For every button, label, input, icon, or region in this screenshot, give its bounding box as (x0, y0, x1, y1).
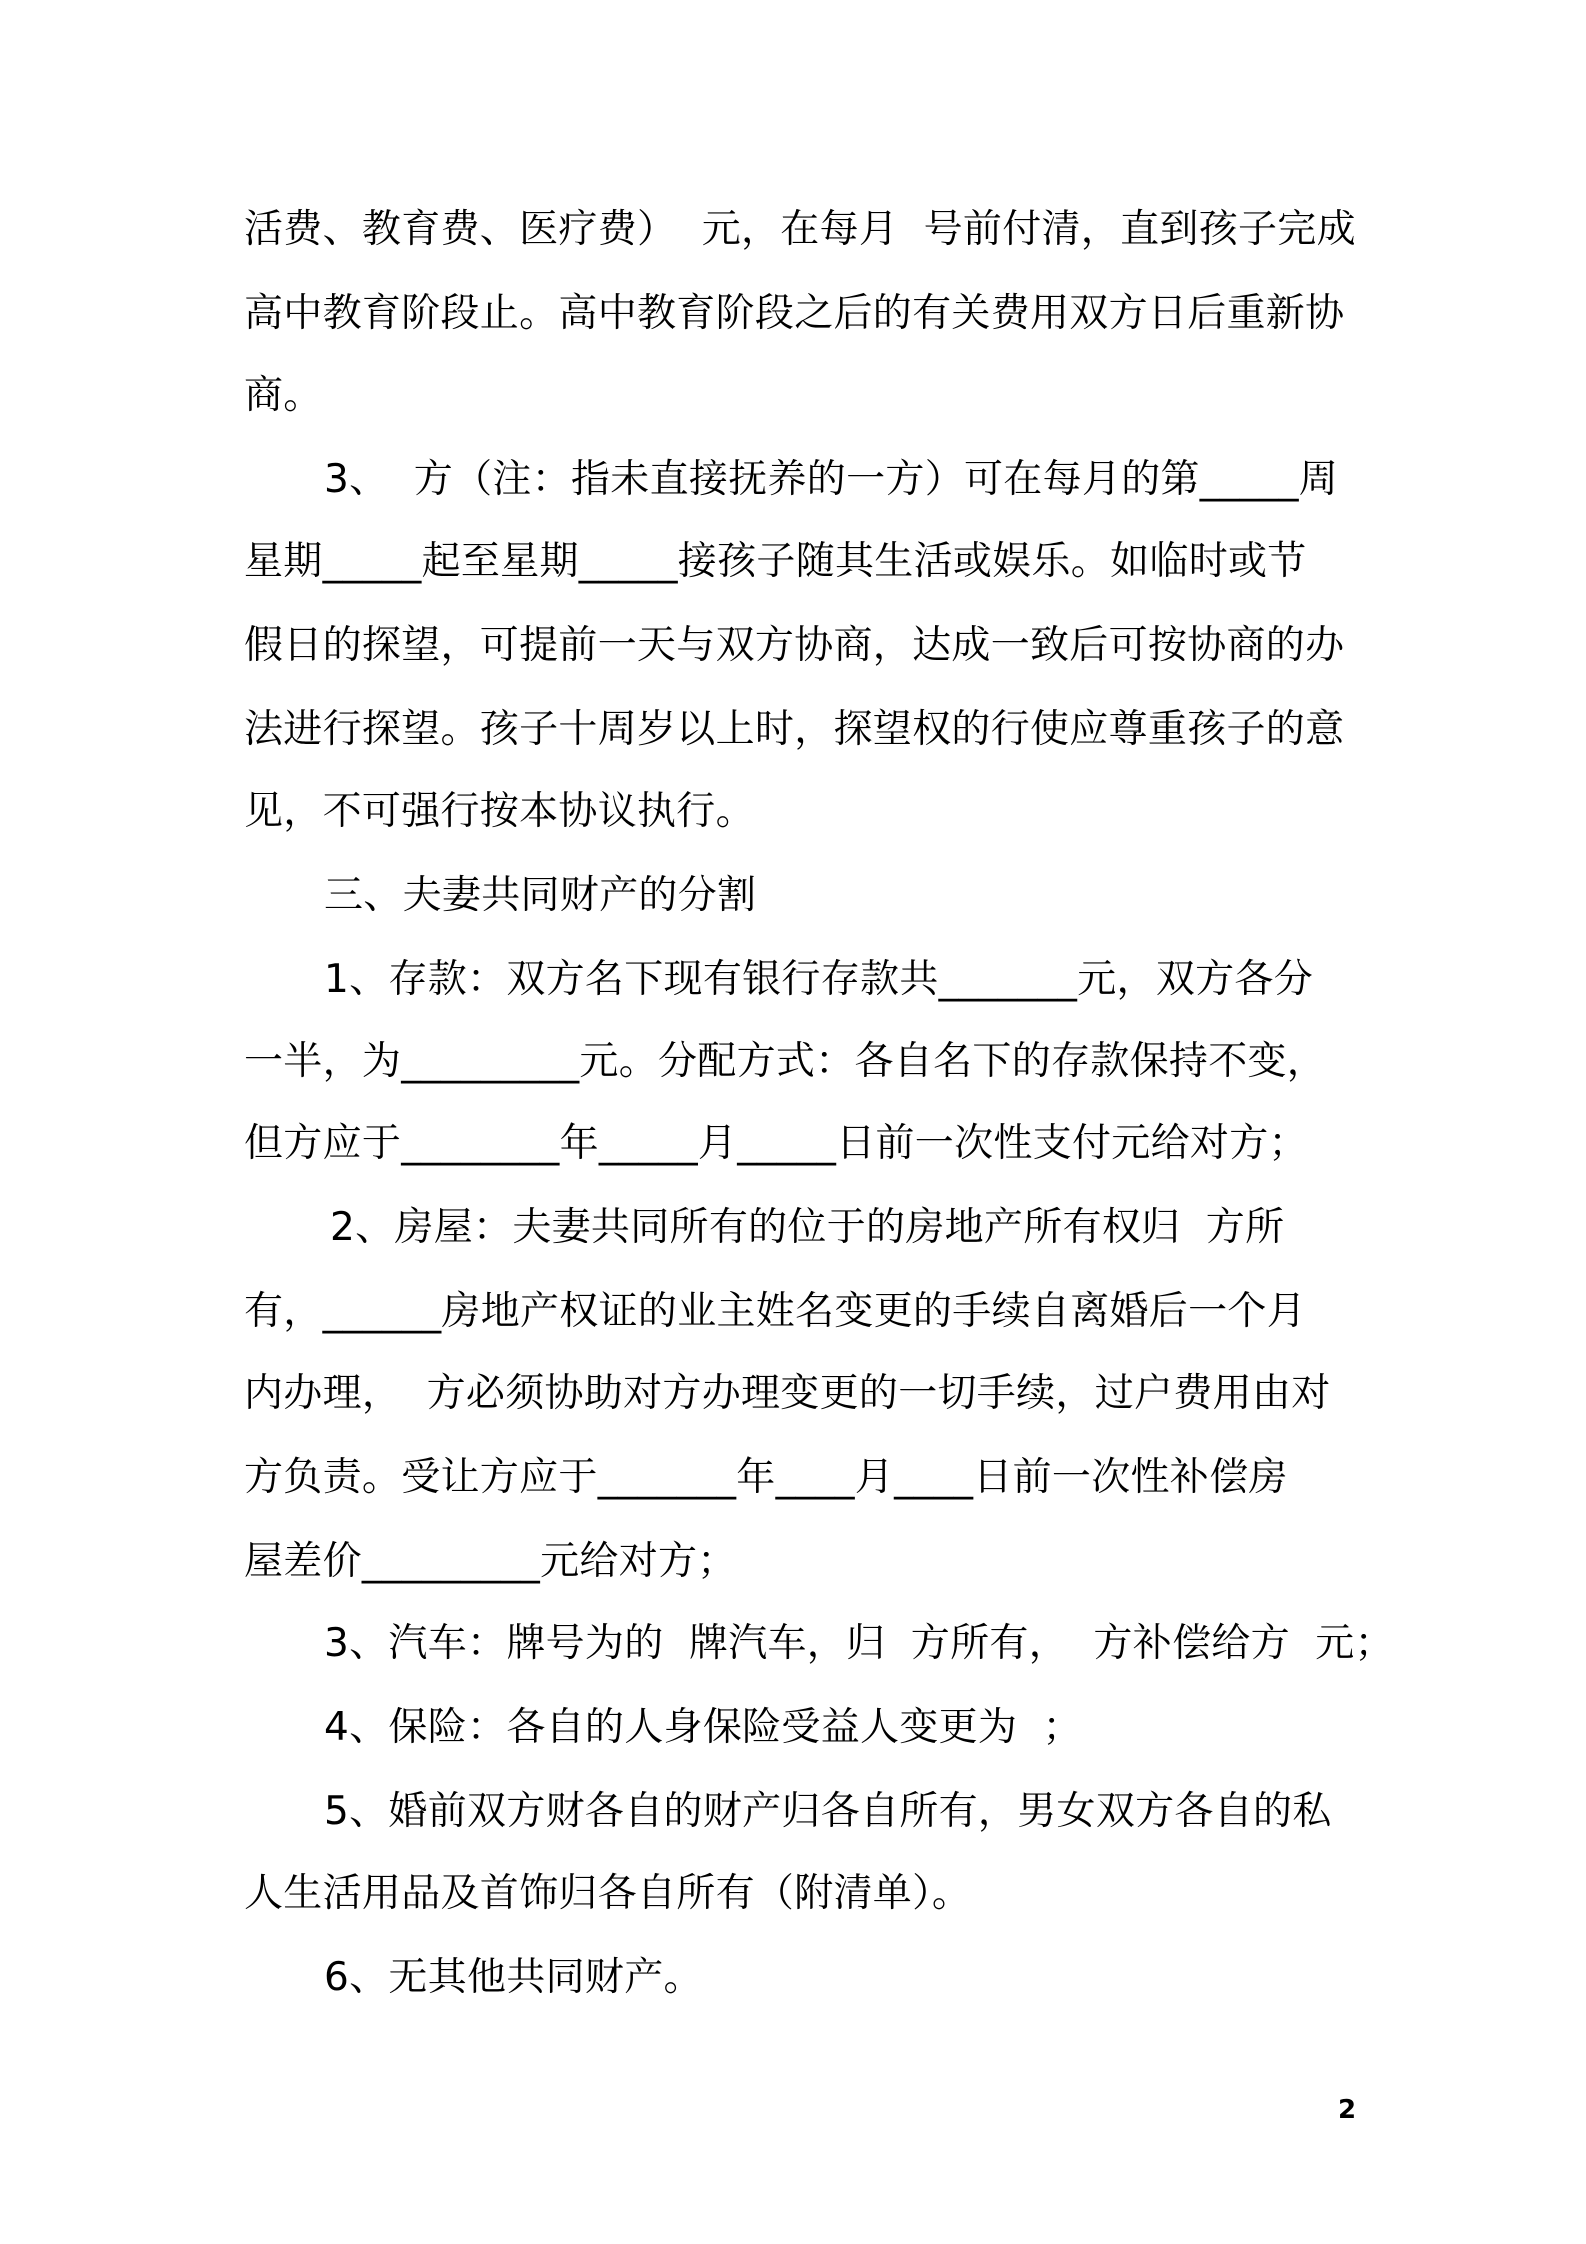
text-line-13: 2、房屋：夫妻共同所有的位于的房地产所有权归 方所 (330, 1205, 1285, 1250)
text-line-20: 5、婚前双方财各自的财产归各自所有，男女双方各自的私 (324, 1789, 1332, 1834)
text-line-17: 屋差价_________元给对方； (244, 1539, 737, 1584)
text-line-10: 1、存款：双方名下现有银行存款共_______元，双方各分 (324, 957, 1314, 1002)
text-line-7: 法进行探望。孩子十周岁以上时，探望权的行使应尊重孩子的意 (244, 707, 1345, 752)
text-line-1: 活费、教育费、医疗费） 元，在每月 号前付清，直到孩子完成 (244, 207, 1356, 252)
text-line-16: 方负责。受让方应于_______年____月____日前一次性补偿房 (244, 1455, 1288, 1500)
text-line-2: 高中教育阶段止。高中教育阶段之后的有关费用双方日后重新协 (244, 291, 1345, 336)
text-line-5: 星期_____起至星期_____接孩子随其生活或娱乐。如临时或节 (244, 539, 1307, 584)
text-line-15: 内办理， 方必须协助对方办理变更的一切手续，过户费用由对 (244, 1371, 1331, 1416)
text-line-11: 一半，为_________元。分配方式：各自名下的存款保持不变， (244, 1039, 1327, 1084)
text-line-6: 假日的探望，可提前一天与双方协商，达成一致后可按协商的办 (244, 623, 1345, 668)
page-number: 2 (1338, 2095, 1357, 2125)
text-line-8: 见，不可强行按本协议执行。 (244, 789, 755, 834)
text-line-14: 有，______房地产权证的业主姓名变更的手续自离婚后一个月 (244, 1289, 1307, 1334)
text-line-3: 商。 (244, 373, 323, 418)
text-line-22: 6、无其他共同财产。 (324, 1955, 703, 2000)
section-heading: 三、夫妻共同财产的分割 (324, 873, 757, 918)
text-line-18: 3、汽车：牌号为的 牌汽车，归 方所有， 方补偿给方 元； (324, 1621, 1394, 1666)
text-line-12: 但方应于________年_____月_____日前一次性支付元给对方； (244, 1121, 1308, 1166)
text-line-4: 3、 方（注：指未直接抚养的一方）可在每月的第_____周 (324, 457, 1339, 502)
text-line-19: 4、保险：各自的人身保险受益人变更为 ； (324, 1705, 1082, 1750)
text-line-21: 人生活用品及首饰归各自所有（附清单）。 (244, 1871, 972, 1916)
